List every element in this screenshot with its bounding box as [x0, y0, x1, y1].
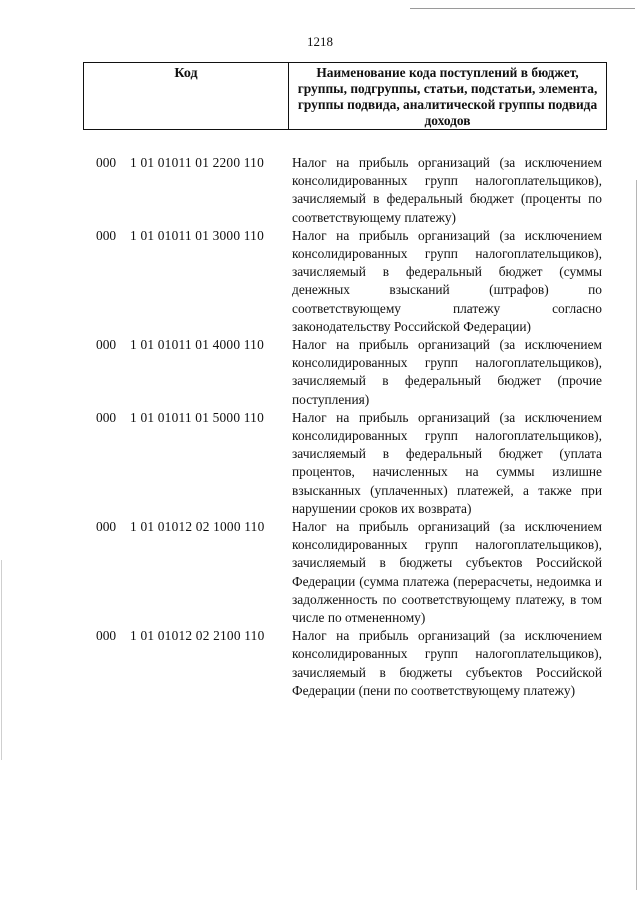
income-name-cell: Налог на прибыль организаций (за исключением консолидированных групп налогоплательщиков), зачисляемый в бюджеты субъектов Российской Федерации (сумма платежа (перерасчеты, недоимка и задолженность по соответствующему платежу, в том числе по отмененному) [292, 519, 602, 626]
income-name-cell: Налог на прибыль организаций (за исключением консолидированных групп налогоплательщиков), зачисляемый в федеральный бюджет (суммы денежных взысканий (штрафов) по соответствующему платежу согласно законодательству Российской Федерации) [292, 227, 602, 334]
admin-code-cell: 000 [96, 227, 117, 243]
table-row [0, 336, 640, 409]
admin-code-cell: 000 [96, 409, 117, 425]
header-name-label: Наименование кода поступлений в бюджет, группы, подгруппы, статьи, подстатьи, элемента, группы подвида, аналитической группы подвида доходов [297, 65, 598, 128]
table-row [0, 154, 640, 227]
code-table-body [0, 154, 640, 700]
table-header [83, 62, 607, 130]
table-row [0, 409, 640, 518]
scan-artifact-line [410, 8, 635, 9]
income-name-cell: Налог на прибыль организаций (за исключением консолидированных групп налогоплательщиков), зачисляемый в бюджеты субъектов Российской Федерации (пени по соответствующему платежу) [292, 628, 602, 698]
income-code-cell: 1 01 01011 01 3000 110 [130, 227, 264, 243]
income-name-cell: Налог на прибыль организаций (за исключением консолидированных групп налогоплательщиков), зачисляемый в федеральный бюджет (прочие поступления) [292, 337, 602, 407]
admin-code-cell: 000 [96, 519, 117, 535]
income-code-cell: 1 01 01011 01 4000 110 [130, 337, 264, 353]
table-row [0, 627, 640, 700]
table-row [0, 518, 640, 627]
admin-code-cell: 000 [96, 155, 117, 170]
income-name-cell: Налог на прибыль организаций (за исключением консолидированных групп налогоплательщиков), зачисляемый в федеральный бюджет (проценты по соответствующему платежу) [292, 155, 602, 225]
admin-code-cell: 000 [96, 337, 117, 353]
income-code-cell: 1 01 01011 01 5000 110 [130, 409, 264, 425]
header-code-label: Код [84, 63, 289, 129]
income-name-cell: Налог на прибыль организаций (за исключением консолидированных групп налогоплательщиков), зачисляемый в федеральный бюджет (уплата процентов, начисленных на суммы излишне взысканных (уплаченных) платежей, а также при нарушении сроков их возврата) [292, 409, 602, 516]
admin-code-cell: 000 [96, 628, 117, 644]
income-code-cell: 1 01 01012 02 2100 110 [130, 628, 265, 644]
income-code-cell: 1 01 01012 02 1000 110 [130, 519, 265, 535]
table-row [0, 227, 640, 336]
income-code-cell: 1 01 01011 01 2200 110 [130, 155, 264, 170]
page-number: 1218 [307, 34, 333, 49]
